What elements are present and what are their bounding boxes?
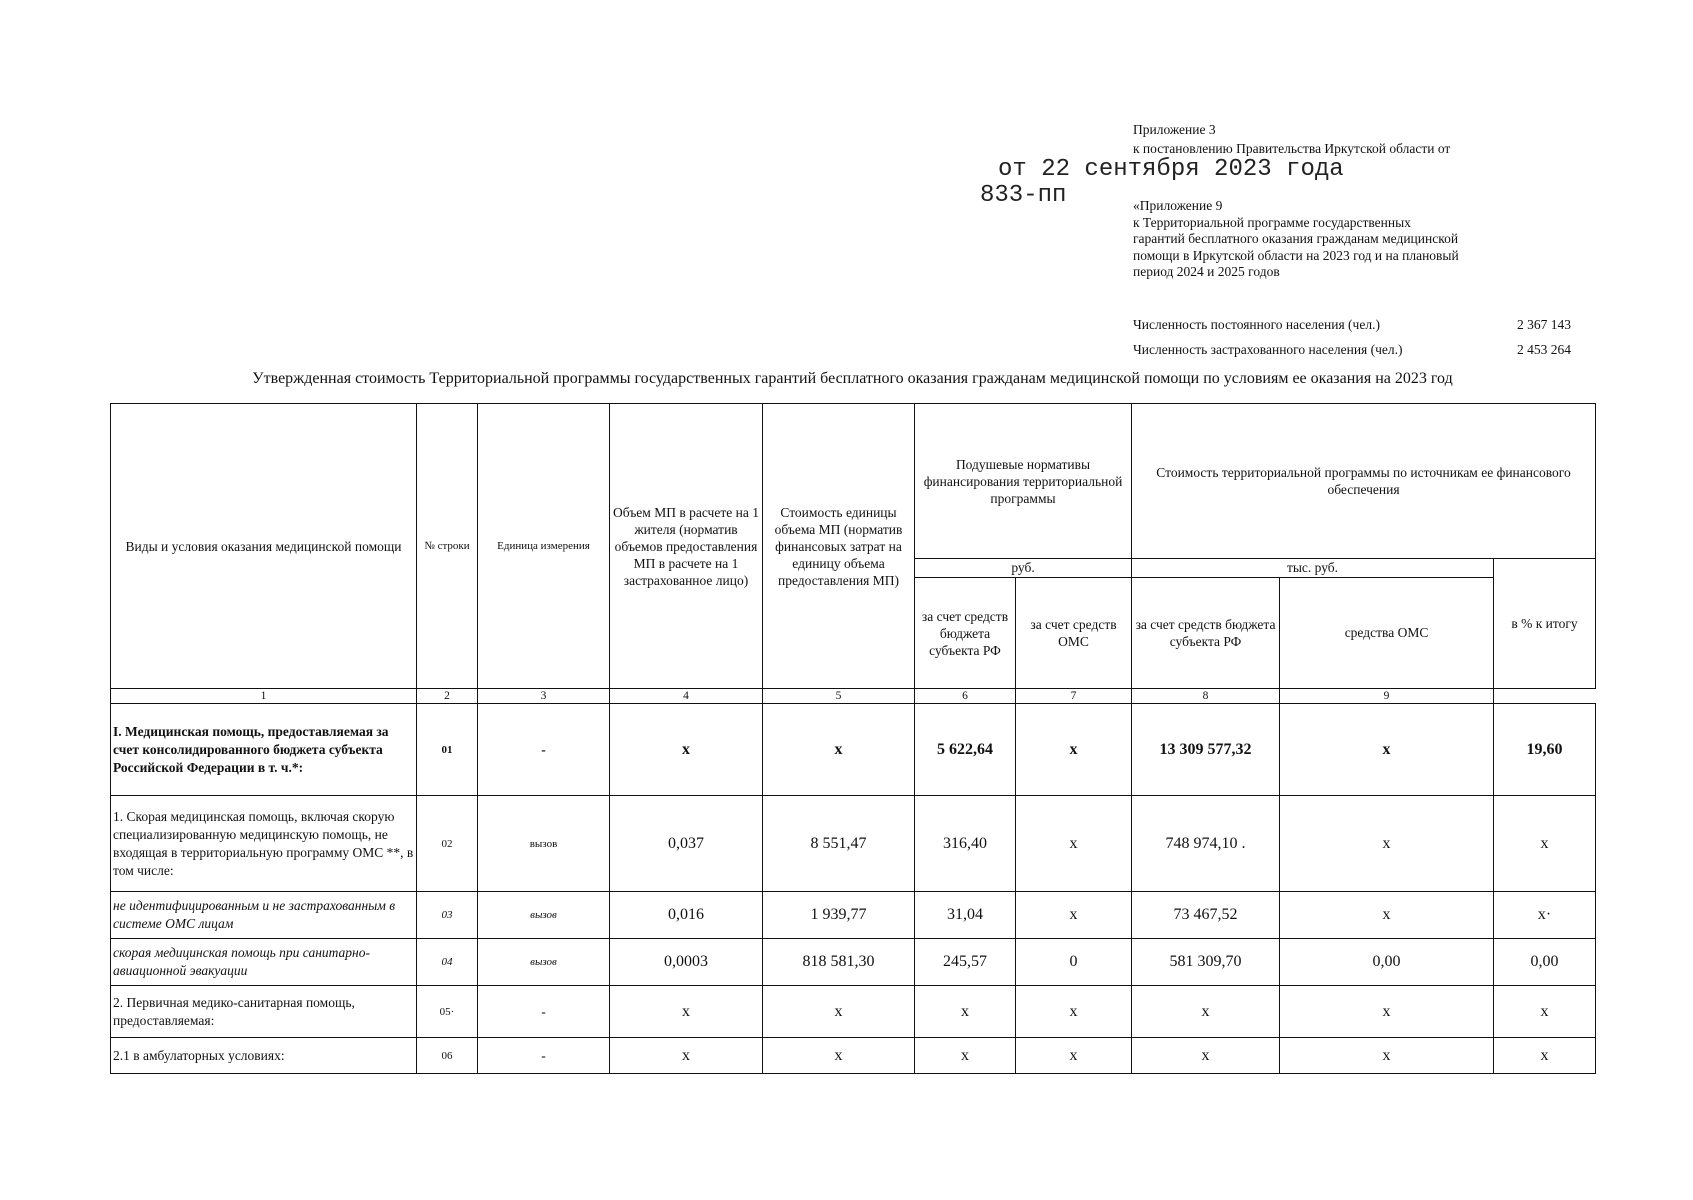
header-volume: Объем МП в расчете на 1 жителя (норматив объемов предоставления МП в расчете на 1 застрахованное лицо) bbox=[610, 404, 763, 689]
row-unit: вызов bbox=[478, 892, 610, 939]
row-total-oms: x bbox=[1280, 704, 1494, 796]
row-total-budget: 73 467,52 bbox=[1132, 892, 1280, 939]
row-name: не идентифицированным и не застрахованным в системе ОМС лицам bbox=[111, 892, 417, 939]
row-per-capita-budget: 245,57 bbox=[915, 939, 1016, 986]
population-insured bbox=[1133, 342, 1571, 358]
population-permanent-value: 2 367 143 bbox=[1517, 317, 1571, 332]
row-unit: вызов bbox=[478, 939, 610, 986]
row-total-oms: x bbox=[1280, 1038, 1494, 1074]
table-row bbox=[111, 796, 1596, 892]
row-number: 04 bbox=[417, 939, 478, 986]
row-volume: x bbox=[610, 704, 763, 796]
column-index: 2 bbox=[417, 689, 478, 704]
row-number: 06 bbox=[417, 1038, 478, 1074]
row-volume: x bbox=[610, 986, 763, 1038]
row-total-oms: x bbox=[1280, 796, 1494, 892]
row-name: скорая медицинская помощь при санитарно-авиационной эвакуации bbox=[111, 939, 417, 986]
column-index: 7 bbox=[1016, 689, 1132, 704]
row-percent: x bbox=[1494, 796, 1596, 892]
annex-line-6: помощи в Иркутской области на 2023 год и на плановый bbox=[1133, 247, 1459, 263]
row-number: 05· bbox=[417, 986, 478, 1038]
annex-line-7: период 2024 и 2025 годов bbox=[1133, 264, 1280, 279]
annex-line-3: «Приложение 9 bbox=[1133, 198, 1223, 213]
row-percent: x· bbox=[1494, 892, 1596, 939]
resolution-date: от 22 сентября 2023 года bbox=[998, 156, 1344, 183]
header-total-oms: средства ОМС bbox=[1280, 578, 1494, 689]
annex-line-5: гарантий бесплатного оказания гражданам медицинской bbox=[1133, 231, 1459, 246]
annex-line-1: Приложение 3 bbox=[1133, 122, 1216, 137]
row-unit: - bbox=[478, 986, 610, 1038]
table-row bbox=[111, 704, 1596, 796]
header-per-capita: Подушевые нормативы финансирования территориальной программы bbox=[915, 404, 1132, 559]
column-index: 9 bbox=[1280, 689, 1494, 704]
row-volume: 0,037 bbox=[610, 796, 763, 892]
cost-table bbox=[110, 403, 1596, 1074]
row-unit-cost: x bbox=[763, 986, 915, 1038]
column-index: 5 bbox=[763, 689, 915, 704]
annex-line-4: к Территориальной программе государственных bbox=[1133, 214, 1411, 230]
header-per-capita-oms: за счет средств ОМС bbox=[1016, 578, 1132, 689]
column-index: 1 bbox=[111, 689, 417, 704]
row-per-capita-budget: 316,40 bbox=[915, 796, 1016, 892]
row-total-budget: 581 309,70 bbox=[1132, 939, 1280, 986]
row-per-capita-oms: x bbox=[1016, 796, 1132, 892]
row-total-oms: x bbox=[1280, 986, 1494, 1038]
population-permanent bbox=[1133, 317, 1571, 333]
row-percent: 19,60 bbox=[1494, 704, 1596, 796]
row-percent: x bbox=[1494, 1038, 1596, 1074]
row-number: 03 bbox=[417, 892, 478, 939]
row-volume: x bbox=[610, 1038, 763, 1074]
row-total-budget: x bbox=[1132, 1038, 1280, 1074]
header-rub: руб. bbox=[915, 559, 1132, 578]
annex-line-2: к постановлению Правительства Иркутской области от bbox=[1133, 140, 1451, 156]
row-volume: 0,0003 bbox=[610, 939, 763, 986]
header-row-number: № строки bbox=[417, 404, 478, 689]
row-percent: x bbox=[1494, 986, 1596, 1038]
row-per-capita-oms: 0 bbox=[1016, 939, 1132, 986]
row-per-capita-budget: 5 622,64 bbox=[915, 704, 1016, 796]
row-unit: - bbox=[478, 704, 610, 796]
row-per-capita-budget: 31,04 bbox=[915, 892, 1016, 939]
row-number: 01 bbox=[417, 704, 478, 796]
row-name: 1. Скорая медицинская помощь, включая скорую специализированную медицинскую помощь, не входящая в территориальную программу ОМС **, в том числе: bbox=[111, 796, 417, 892]
row-unit-cost: x bbox=[763, 1038, 915, 1074]
header-thousand-rub: тыс. руб. bbox=[1132, 559, 1494, 578]
table-row bbox=[111, 892, 1596, 939]
header-types: Виды и условия оказания медицинской помощи bbox=[111, 404, 417, 689]
row-percent: 0,00 bbox=[1494, 939, 1596, 986]
table-row bbox=[111, 986, 1596, 1038]
header-unit-cost: Стоимость единицы объема МП (норматив финансовых затрат на единицу объема предоставления МП) bbox=[763, 404, 915, 689]
document-title: Утвержденная стоимость Территориальной программы государственных гарантий бесплатного оказания гражданам медицинской помощи по условиям ее оказания на 2023 год bbox=[252, 370, 1453, 387]
row-per-capita-budget: x bbox=[915, 986, 1016, 1038]
column-index: 3 bbox=[478, 689, 610, 704]
row-name: 2. Первичная медико-санитарная помощь, предоставляемая: bbox=[111, 986, 417, 1038]
column-index: 4 bbox=[610, 689, 763, 704]
table-row bbox=[111, 939, 1596, 986]
row-per-capita-oms: x bbox=[1016, 704, 1132, 796]
row-name: I. Медицинская помощь, предоставляемая за счет консолидированного бюджета субъекта Российской Федерации в т. ч.*: bbox=[111, 704, 417, 796]
row-per-capita-oms: x bbox=[1016, 892, 1132, 939]
row-per-capita-oms: x bbox=[1016, 1038, 1132, 1074]
table-row bbox=[111, 1038, 1596, 1074]
header-unit: Единица измерения bbox=[478, 404, 610, 689]
row-total-budget: x bbox=[1132, 986, 1280, 1038]
population-insured-label: Численность застрахованного населения (чел.) bbox=[1133, 342, 1403, 357]
header-per-capita-budget: за счет средств бюджета субъекта РФ bbox=[915, 578, 1016, 689]
header-total-budget: за счет средств бюджета субъекта РФ bbox=[1132, 578, 1280, 689]
column-index: 6 bbox=[915, 689, 1016, 704]
row-unit-cost: 1 939,77 bbox=[763, 892, 915, 939]
column-index-row bbox=[111, 689, 1596, 704]
row-unit-cost: x bbox=[763, 704, 915, 796]
row-total-oms: x bbox=[1280, 892, 1494, 939]
row-total-oms: 0,00 bbox=[1280, 939, 1494, 986]
row-unit-cost: 818 581,30 bbox=[763, 939, 915, 986]
row-per-capita-budget: x bbox=[915, 1038, 1016, 1074]
annex-header bbox=[1133, 122, 1459, 281]
row-number: 02 bbox=[417, 796, 478, 892]
row-name: 2.1 в амбулаторных условиях: bbox=[111, 1038, 417, 1074]
row-per-capita-oms: x bbox=[1016, 986, 1132, 1038]
row-volume: 0,016 bbox=[610, 892, 763, 939]
header-total-cost: Стоимость территориальной программы по источникам ее финансового обеспечения bbox=[1132, 404, 1596, 559]
column-index: 8 bbox=[1132, 689, 1280, 704]
row-unit: вызов bbox=[478, 796, 610, 892]
row-total-budget: 748 974,10 . bbox=[1132, 796, 1280, 892]
row-total-budget: 13 309 577,32 bbox=[1132, 704, 1280, 796]
resolution-number: 833-пп bbox=[980, 182, 1067, 209]
row-unit-cost: 8 551,47 bbox=[763, 796, 915, 892]
population-permanent-label: Численность постоянного населения (чел.) bbox=[1133, 317, 1380, 332]
header-percent: в % к итогу bbox=[1494, 559, 1596, 689]
population-insured-value: 2 453 264 bbox=[1517, 342, 1571, 357]
row-unit: - bbox=[478, 1038, 610, 1074]
